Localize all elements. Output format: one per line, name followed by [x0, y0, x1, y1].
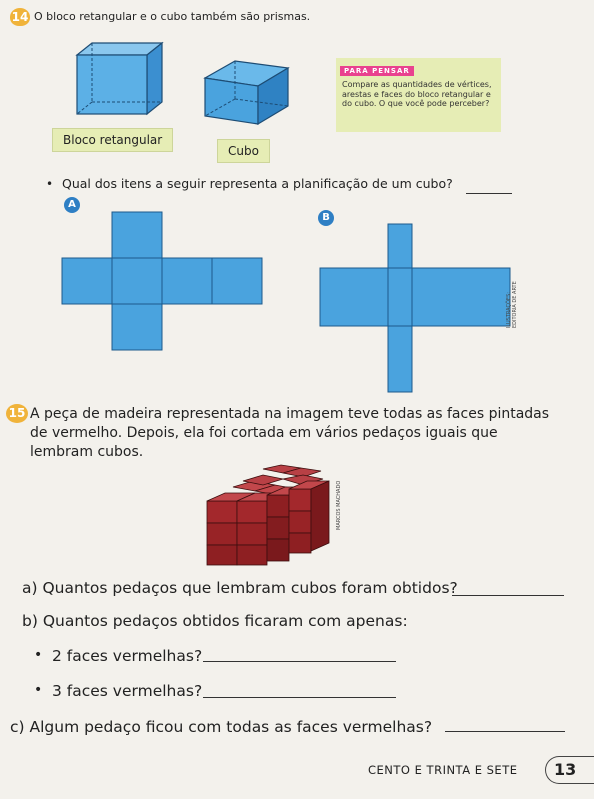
- para-pensar-tag: PARA PENSAR: [340, 66, 414, 76]
- bullet: •: [34, 682, 43, 698]
- question-14-intro: O bloco retangular e o cubo também são prismas.: [34, 10, 311, 23]
- para-pensar-text: Compare as quantidades de vértices, arestas e faces do bloco retangular e do cubo. O que você pode perceber?: [342, 80, 492, 108]
- rectangular-block-illustration: [72, 40, 172, 120]
- cube-illustration: [200, 58, 295, 128]
- question-15-intro: A peça de madeira representada na imagem teve todas as faces pintadas de vermelho. Depois, ela foi cortada em vários pedaços iguais que lembram cubos.: [30, 406, 550, 460]
- wood-credit: MARCOS MACHADO: [336, 480, 342, 530]
- question-15c: c) Algum pedaço ficou com todas as faces vermelhas?: [10, 718, 433, 736]
- answer-line-15a[interactable]: [452, 595, 564, 596]
- question-15b: b) Quantos pedaços obtidos ficaram com apenas:: [22, 612, 408, 630]
- bullet: •: [46, 177, 54, 191]
- question-14-prompt: Qual dos itens a seguir representa a planificação de um cubo?: [62, 176, 453, 191]
- option-b-net: [318, 222, 514, 394]
- wood-piece-illustration: [203, 463, 343, 568]
- page-number-text: CENTO E TRINTA E SETE: [368, 763, 518, 777]
- question-15a: a) Quantos pedaços que lembram cubos foram obtidos?: [22, 579, 458, 597]
- question-15b2: 3 faces vermelhas?: [52, 682, 203, 700]
- question-15-number: 15: [6, 404, 28, 423]
- answer-line-15b2[interactable]: [203, 697, 396, 698]
- bloco-label: Bloco retangular: [52, 128, 173, 152]
- cubo-label: Cubo: [217, 139, 270, 163]
- option-b-badge: B: [318, 210, 334, 226]
- bullet: •: [34, 647, 43, 663]
- question-14-number: 14: [11, 10, 29, 24]
- option-b-credit: ILUSTRAÇÕES: EDITORIA DE ARTE: [506, 281, 518, 328]
- option-a-badge: A: [64, 197, 80, 213]
- answer-line-14[interactable]: [466, 193, 512, 194]
- option-a-net: [60, 210, 266, 355]
- answer-line-15c[interactable]: [445, 731, 565, 732]
- answer-line-15b1[interactable]: [203, 661, 396, 662]
- question-15b1: 2 faces vermelhas?: [52, 647, 203, 665]
- page-number-badge: 13: [545, 756, 594, 784]
